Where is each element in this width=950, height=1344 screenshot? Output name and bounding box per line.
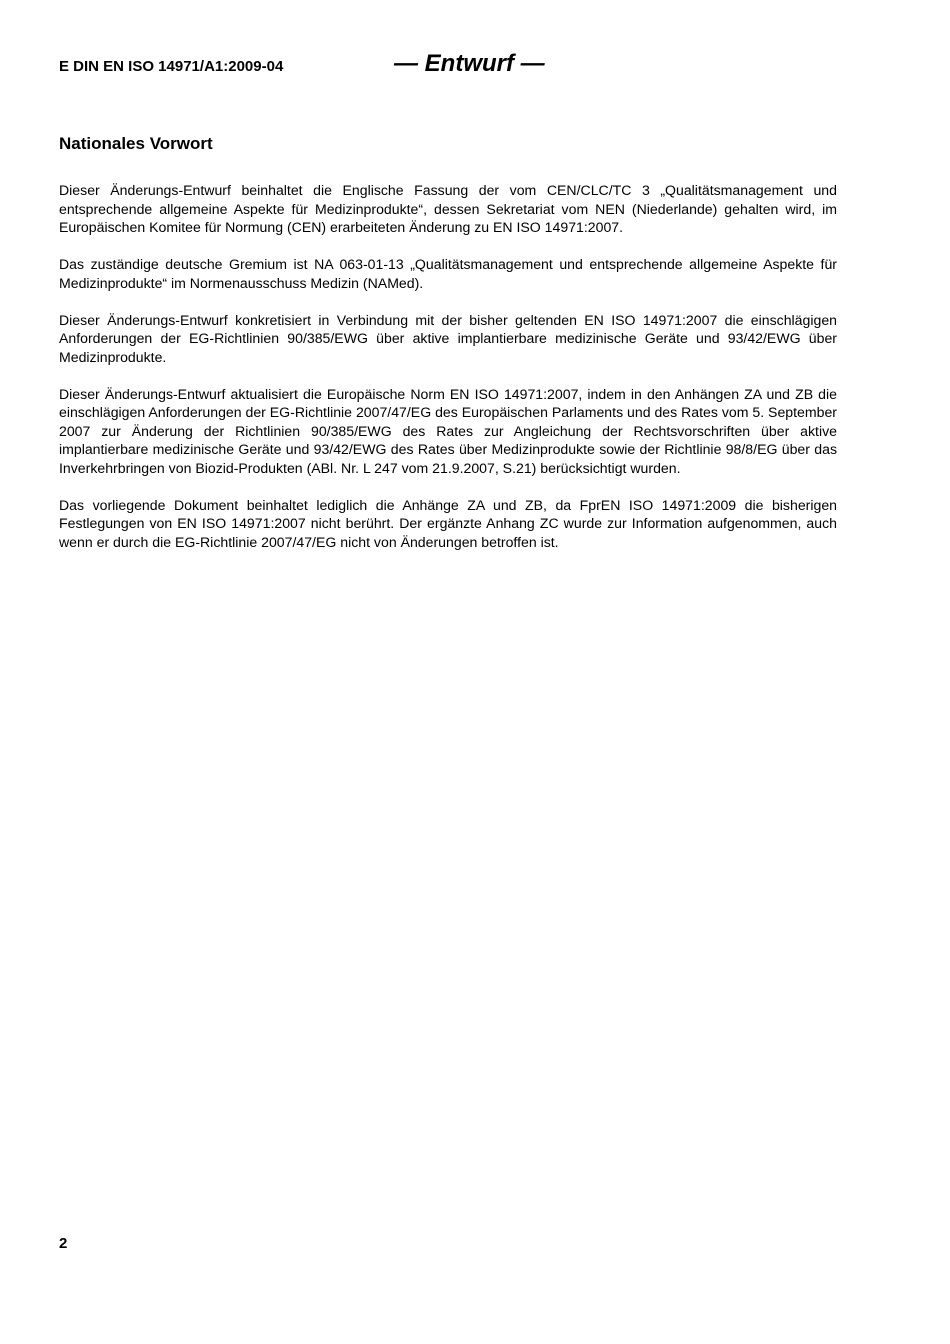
paragraph-4: Dieser Änderungs-Entwurf aktualisiert die Europäische Norm EN ISO 14971:2007, indem in den Anhängen ZA und ZB die einschlägigen Anforderungen der EG-Richtlinie 2007/47/EG des Europäischen Parlaments und des Rates vom 5. September 2007 zur Änderung der Richtlinien 90/385/EWG des Rates zur Angleichung der Rechtsvorschriften über aktive implantierbare medizinische Geräte und 93/42/EWG des Rates über Medizinprodukte sowie der Richtlinie 98/8/EG über das Inverkehrbringen von Biozid-Produkten (ABl. Nr. L 247 vom 21.9.2007, S.21) berücksichtigt wurden.	[59, 385, 837, 476]
paragraph-3: Dieser Änderungs-Entwurf konkretisiert in Verbindung mit der bisher geltenden EN ISO 14971:2007 die einschlägigen Anforderungen der EG-Richtlinien 90/385/EWG über aktive implantierbare medizinische Geräte und 93/42/EWG über Medizinprodukte.	[59, 311, 837, 365]
paragraph-5: Das vorliegende Dokument beinhaltet lediglich die Anhänge ZA und ZB, da FprEN ISO 14971:2009 die bisherigen Festlegungen von EN ISO 14971:2007 nicht berührt. Der ergänzte Anhang ZC wurde zur Information aufgenommen, auch wenn er durch die EG-Richtlinie 2007/47/EG nicht von Änderungen betroffen ist.	[59, 496, 837, 550]
paragraph-2: Das zuständige deutsche Gremium ist NA 063-01-13 „Qualitätsmanagement und entsprechende allgemeine Aspekte für Medizinprodukte“ im Normenausschuss Medizin (NAMed).	[59, 256, 837, 291]
page-number: 2	[59, 1235, 68, 1252]
paragraph-1: Dieser Änderungs-Entwurf beinhaltet die Englische Fassung der vom CEN/CLC/TC 3 „Qualitätsmanagement und entsprechende allgemeine Aspekte für Medizinprodukte“, dessen Sekretariat vom NEN (Niederlande) gehalten wird, im Europäischen Komitee für Normung (CEN) erarbeiteten Änderung zu EN ISO 14971:2007.	[59, 182, 837, 235]
foreword-body	[59, 181, 837, 570]
section-title: Nationales Vorwort	[59, 134, 213, 153]
document-reference: E DIN EN ISO 14971/A1:2009-04	[59, 58, 284, 75]
draft-label: — Entwurf —	[394, 50, 545, 77]
